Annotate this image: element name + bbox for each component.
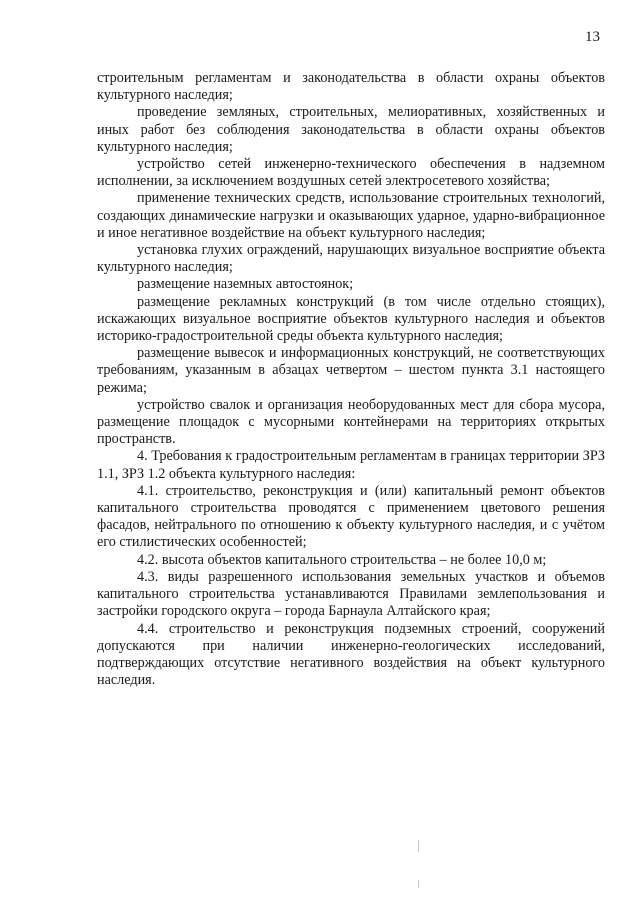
- paragraph-advertising-ban: размещение рекламных конструкций (в том числе отдельно стоящих), искажающих визуальное восприятие объектов культурного наследия и объектов историко-градостроительной среды объекта культурного наследия;: [97, 293, 605, 345]
- paragraph-4-1: 4.1. строительство, реконструкция и (или) капитальный ремонт объектов капитального строительства проводятся с применением цветового решения фасадов, нейтрального по отношению к объекту культурного наследия, и с учётом его стилистических особенностей;: [97, 482, 605, 551]
- paragraph-solid-fences-ban: установка глухих ограждений, нарушающих визуальное восприятие объекта культурного наследия;: [97, 242, 605, 276]
- paragraph-earthworks-ban: проведение земляных, строительных, мелиоративных, хозяйственных и иных работ без соблюдения законодательства в области охраны объектов культурного наследия;: [97, 104, 605, 155]
- paragraph-waste-ban: устройство свалок и организация необорудованных мест для сбора мусора, размещение площадок с мусорными контейнерами на территориях открытых пространств.: [97, 396, 605, 448]
- document-body: [97, 70, 605, 689]
- paragraph-4-2: 4.2. высота объектов капитального строительства – не более 10,0 м;: [137, 551, 547, 568]
- scan-artifact-line: [418, 840, 419, 852]
- paragraph-dynamic-loads-ban: применение технических средств, использование строительных технологий, создающих динамические нагрузки и оказывающих ударное, ударно-вибрационное и иное негативное воздействие на объект культурного наследия;: [97, 190, 605, 241]
- paragraph-section-4-heading: 4. Требования к градостроительным регламентам в границах территории ЗРЗ 1.1, ЗРЗ 1.2 объекта культурного наследия:: [97, 448, 605, 482]
- paragraph-parking-ban: размещение наземных автостоянок;: [137, 276, 354, 293]
- paragraph-4-3: 4.3. виды разрешенного использования земельных участков и объемов капитального строительства устанавливаются Правилами землепользования и застройки городского округа – города Барнаула Алтайского края;: [97, 568, 605, 620]
- paragraph-overhead-networks-ban: устройство сетей инженерно-технического обеспечения в надземном исполнении, за исключением воздушных сетей электросетевого хозяйства;: [97, 156, 605, 190]
- page-number: 13: [585, 29, 600, 45]
- paragraph-signage-ban: размещение вывесок и информационных конструкций, не соответствующих требованиям, указанным в абзацах четвертом – шестом пункта 3.1 настоящего режима;: [97, 345, 605, 396]
- scan-artifact-line: [418, 880, 419, 888]
- paragraph-continuation: строительным регламентам и законодательства в области охраны объектов культурного наследия;: [97, 70, 605, 104]
- paragraph-4-4: 4.4. строительство и реконструкция подземных строений, сооружений допускаются при наличии инженерно-геологических исследований, подтверждающих отсутствие негативного воздействия на объект культурного наследия.: [97, 620, 605, 689]
